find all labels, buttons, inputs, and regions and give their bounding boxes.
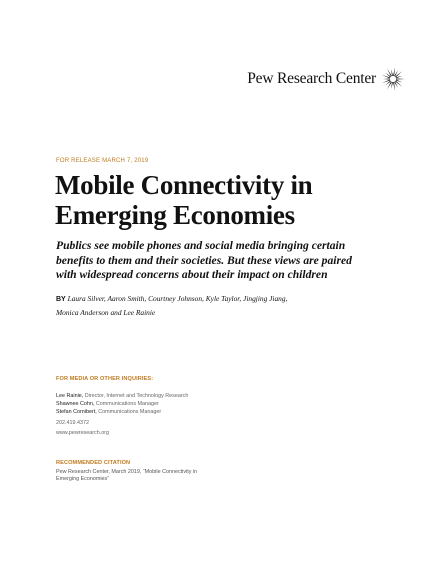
authors-line-1: Laura Silver, Aaron Smith, Courtney Johnson, Kyle Taylor, Jingjing Jiang,	[67, 294, 288, 303]
contact-name: Stefan Cornibert,	[56, 408, 97, 415]
subtitle-line-2: benefits to them and their societies. But these views are paired	[56, 253, 352, 267]
author-list	[56, 293, 386, 319]
sunburst-ray	[387, 81, 392, 89]
contact-role: Communications Manager	[94, 400, 159, 407]
contact-person	[56, 401, 356, 409]
citation-heading: RECOMMENDED CITATION	[56, 460, 131, 466]
sunburst-ray	[393, 67, 395, 76]
citation-text	[56, 469, 226, 484]
page-title	[55, 170, 395, 230]
contact-heading: FOR MEDIA OR OTHER INQUIRIES:	[56, 376, 154, 382]
citation-section	[56, 460, 256, 484]
contact-phone: 202.419.4372	[56, 420, 89, 427]
sunburst-ray	[395, 71, 402, 77]
subtitle	[56, 239, 396, 283]
subtitle-line-3: with widespread concerns about their impact on children	[56, 268, 328, 281]
website-link[interactable]: www.pewresearch.org	[56, 430, 110, 437]
contact-role: Communications Manager	[96, 408, 162, 415]
logo-text: Pew Research Center	[247, 70, 376, 87]
contact-list	[56, 393, 356, 416]
citation-line-2: Emerging Economies”	[56, 476, 110, 483]
sunburst-ray	[395, 81, 402, 87]
sunburst-ray	[396, 78, 405, 79]
contact-person	[56, 409, 356, 417]
contact-person	[56, 393, 356, 401]
sunburst-ray	[387, 69, 392, 77]
contact-role: Director, Internet and Technology Research	[83, 393, 189, 399]
subtitle-line-1: Publics see mobile phones and social media bringing certain	[56, 239, 346, 252]
contact-name: Lee Rainie,	[56, 393, 84, 399]
release-date: FOR RELEASE MARCH 7, 2019	[56, 158, 149, 164]
media-contact-section	[56, 376, 356, 438]
sunburst-ray	[391, 82, 393, 89]
pew-logo	[247, 66, 406, 92]
by-label: BY	[56, 296, 66, 303]
title-line-1: Mobile Connectivity in	[55, 170, 313, 200]
contact-name: Shawnee Cohn,	[56, 400, 95, 407]
sunburst-ray	[393, 82, 395, 91]
pew-sunburst-icon	[380, 66, 406, 92]
sunburst-ray	[391, 69, 393, 76]
sunburst-ray	[383, 78, 390, 79]
title-line-2: Emerging Economies	[55, 200, 295, 230]
citation-line-1: Pew Research Center, March 2019, “Mobile Connectivity in	[56, 469, 198, 475]
authors-line-2: Monica Anderson and Lee Rainie	[56, 307, 156, 317]
